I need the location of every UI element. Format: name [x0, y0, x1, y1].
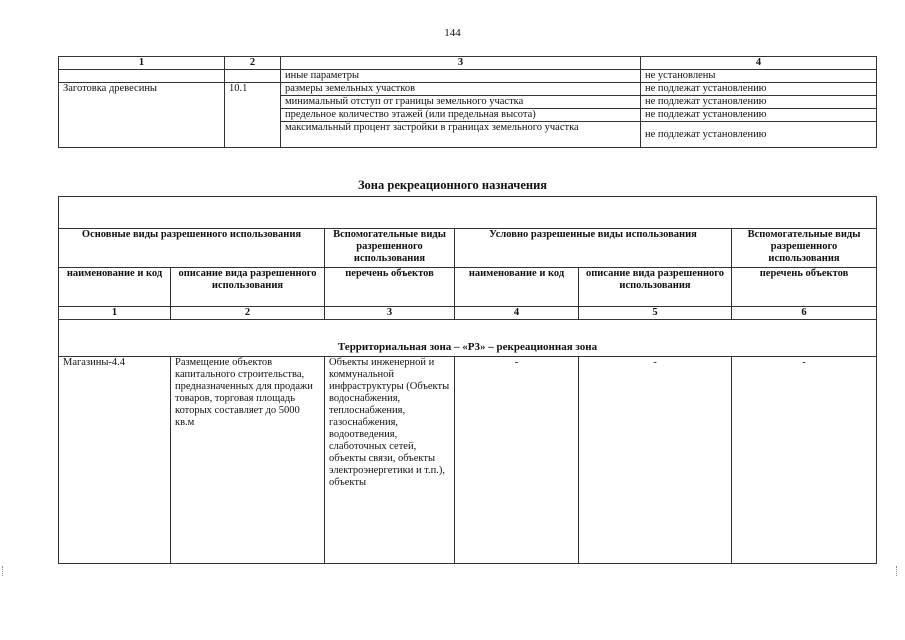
- sub-header-list: перечень объектов: [325, 268, 455, 307]
- zone-uses-table: [58, 196, 877, 564]
- objects-cell: Объекты инженерной и коммунальной инфраструктуры (Объекты водоснабжения, теплоснабжения, газоснабжения, водоотведения, слаботочных сетей, объекты связи, объекты электроэнергетики и т.п.), объекты: [325, 357, 455, 564]
- table-row: [59, 70, 877, 83]
- col-number: 5: [579, 307, 732, 320]
- zone-row-title: Территориальная зона – «Р3» – рекреационная зона: [59, 320, 877, 357]
- value-cell: не подлежат установлению: [641, 109, 877, 122]
- sub-header-list-2: перечень объектов: [732, 268, 877, 307]
- param-cell: предельное количество этажей (или предельная высота): [281, 109, 641, 122]
- sub-header-name: наименование и код: [59, 268, 171, 307]
- col-number: 4: [455, 307, 579, 320]
- group-conditional-header: Условно разрешенные виды использования: [455, 229, 732, 268]
- col-number: 1: [59, 307, 171, 320]
- group-aux2-header: Вспомогательные виды разрешенного использования: [732, 229, 877, 268]
- col-number: 2: [171, 307, 325, 320]
- param-cell: минимальный отступ от границы земельного участка: [281, 96, 641, 109]
- conditional-desc-cell: -: [579, 357, 732, 564]
- group-main-header: Основные виды разрешенного использования: [59, 229, 325, 268]
- group-header-row: [59, 229, 877, 268]
- land-params-table: [58, 56, 877, 148]
- table-header-row: [59, 57, 877, 70]
- conditional-name-cell: -: [455, 357, 579, 564]
- value-cell: не подлежат установлению: [641, 122, 877, 148]
- aux-objects-cell: -: [732, 357, 877, 564]
- zone-title: Зона рекреационного назначения: [357, 178, 548, 192]
- col-header-4: 4: [641, 57, 877, 70]
- sub-header-row: [59, 268, 877, 307]
- table-empty-row: [59, 197, 877, 229]
- group-aux-header: Вспомогательные виды разрешенного использования: [325, 229, 455, 268]
- col-header-1: 1: [59, 57, 225, 70]
- param-cell: размеры земельных участков: [281, 83, 641, 96]
- col-header-2: 2: [225, 57, 281, 70]
- use-name-cell: Заготовка древесины: [59, 83, 225, 148]
- param-cell: максимальный процент застройки в границах земельного участка: [281, 122, 641, 148]
- sub-header-desc-2: описание вида разрешенного использования: [579, 268, 732, 307]
- col-number: 6: [732, 307, 877, 320]
- page-number: 144: [444, 27, 461, 39]
- sub-header-name-2: наименование и код: [455, 268, 579, 307]
- value-cell: не установлены: [641, 70, 877, 83]
- col-number: 3: [325, 307, 455, 320]
- column-number-row: [59, 307, 877, 320]
- value-cell: не подлежат установлению: [641, 83, 877, 96]
- table-row: [59, 83, 877, 96]
- use-code-cell: 10.1: [225, 83, 281, 148]
- value-cell: не подлежат установлению: [641, 96, 877, 109]
- left-edge-mark: [2, 566, 9, 576]
- table-row: [59, 357, 877, 564]
- col-header-3: 3: [281, 57, 641, 70]
- use-name-cell: Магазины-4.4: [59, 357, 171, 564]
- sub-header-desc: описание вида разрешенного использования: [171, 268, 325, 307]
- right-edge-mark: [896, 566, 903, 576]
- zone-row: [59, 320, 877, 357]
- use-desc-cell: Размещение объектов капитального строительства, предназначенных для продажи товаров, торговая площадь которых составляет до 5000 кв.м: [171, 357, 325, 564]
- param-cell: иные параметры: [281, 70, 641, 83]
